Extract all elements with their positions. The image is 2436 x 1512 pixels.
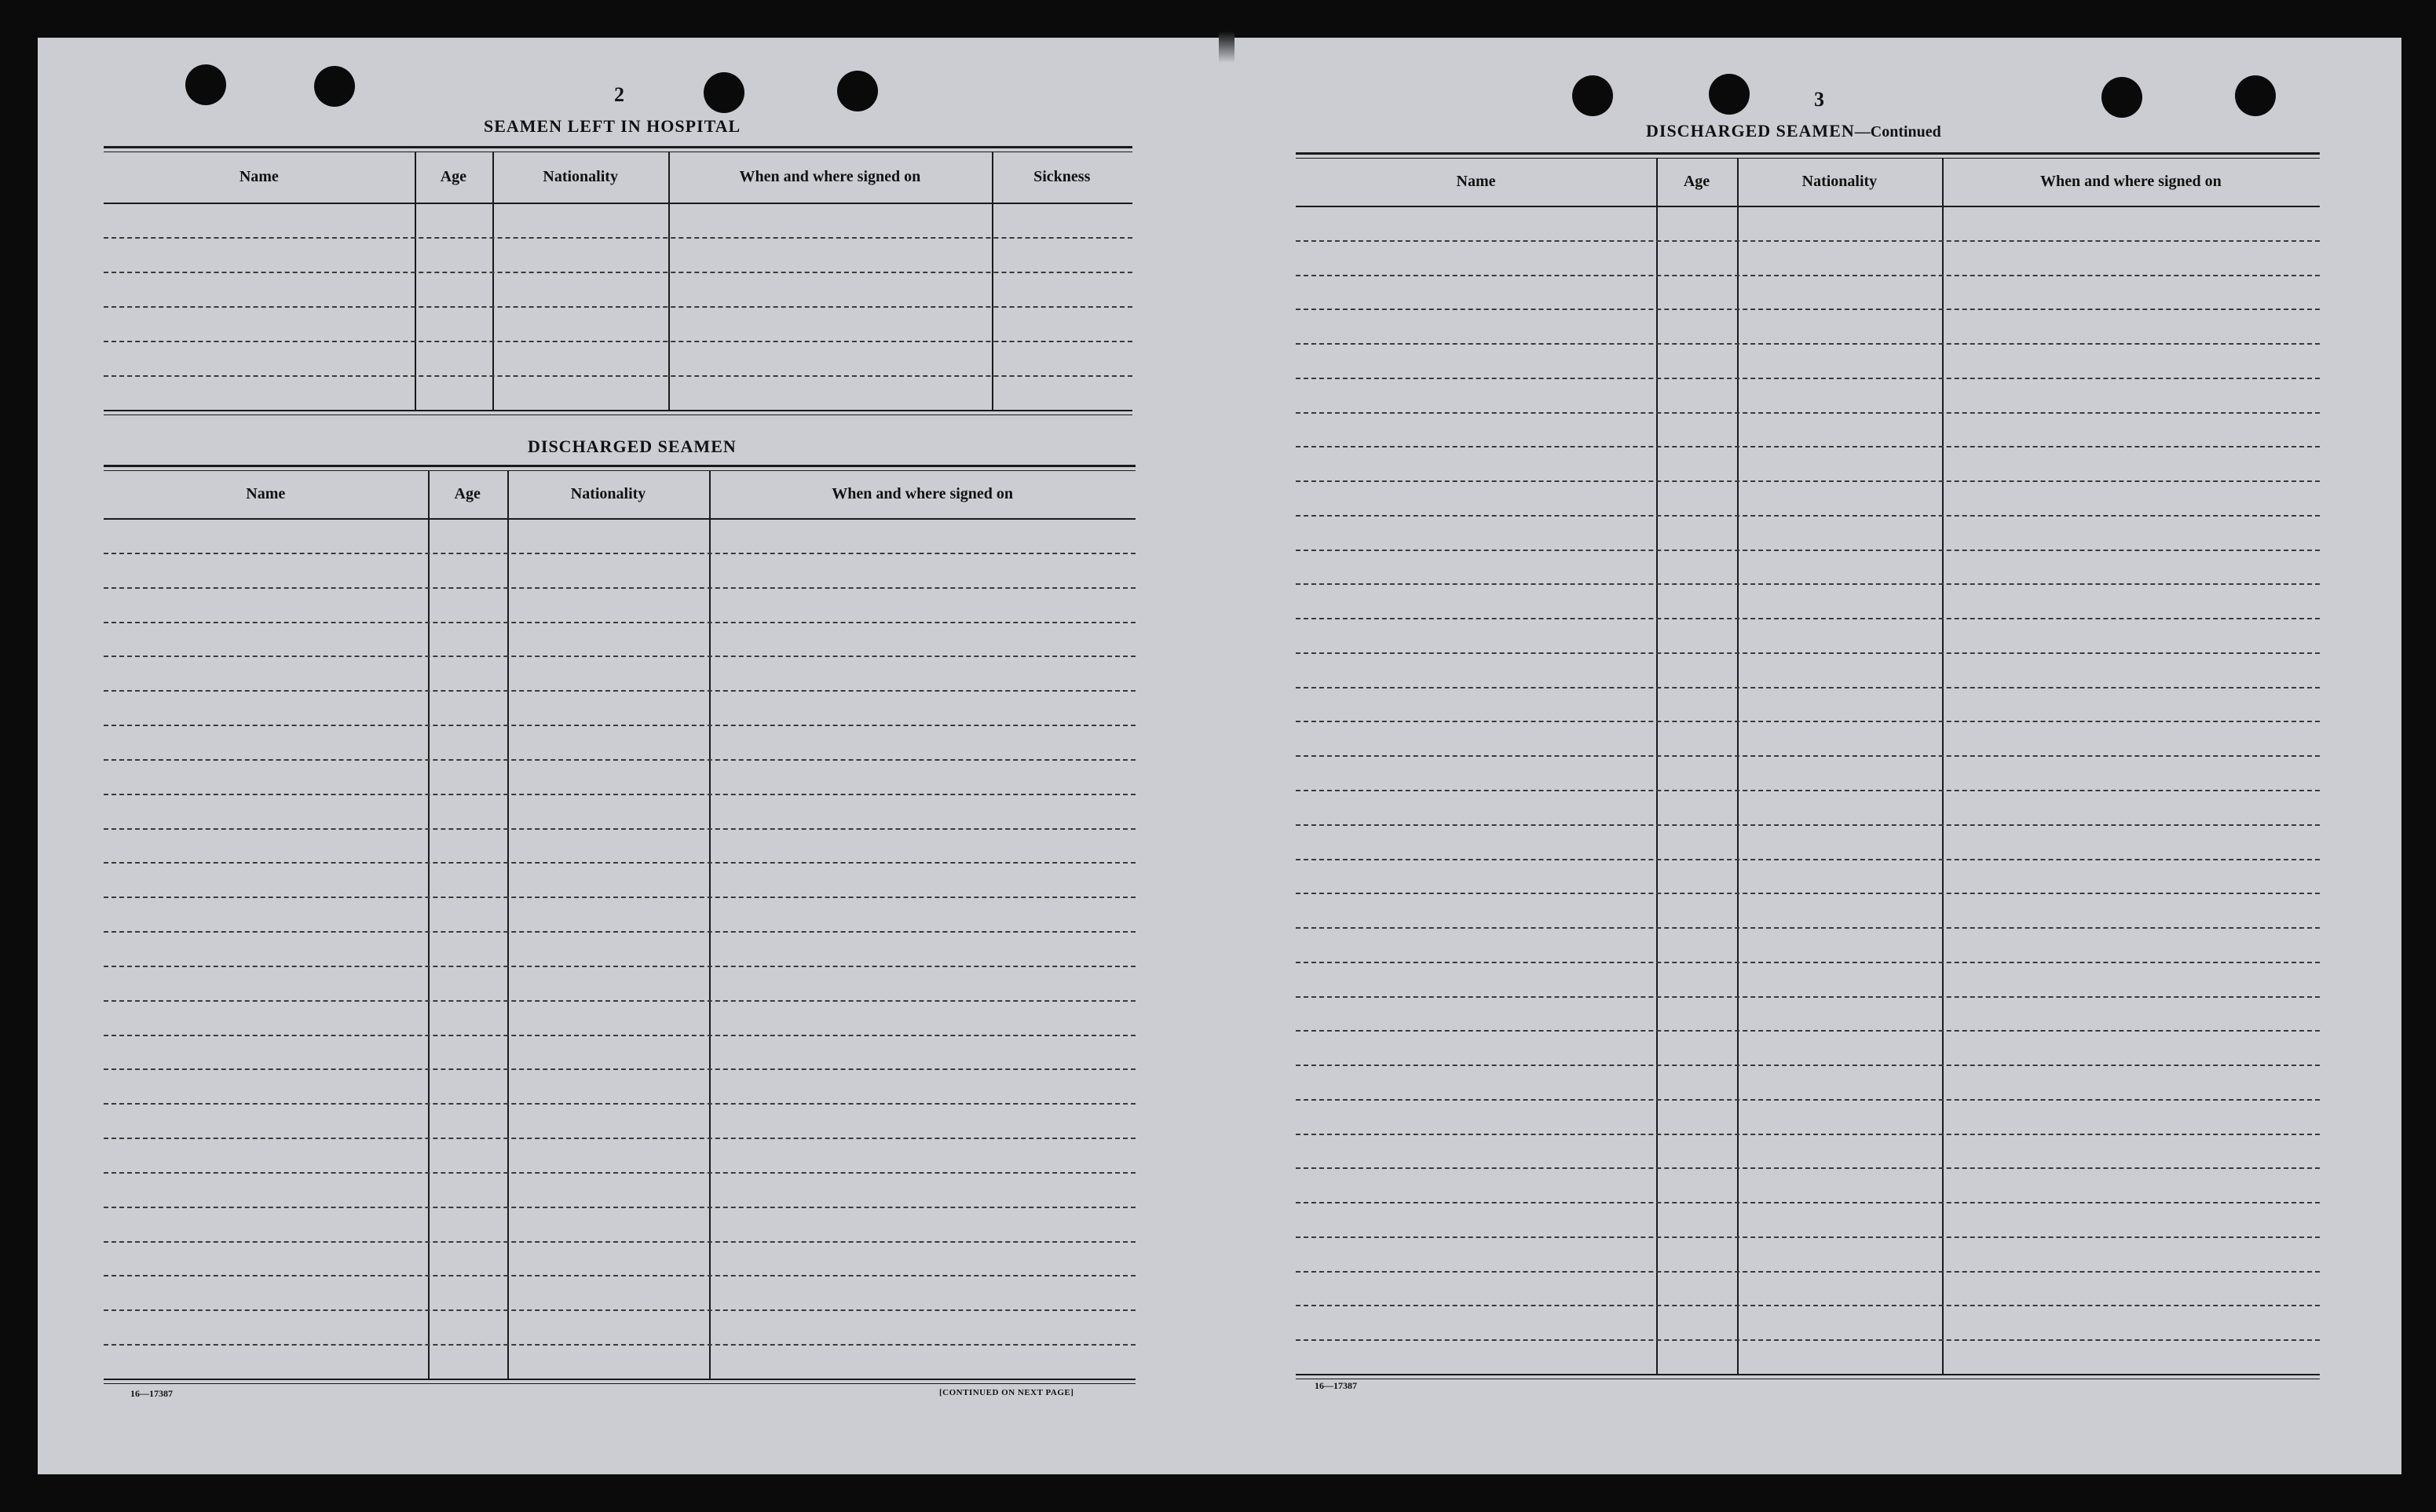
table-row bbox=[104, 794, 1136, 795]
discharged-continued-title-main: DISCHARGED SEAMEN bbox=[1646, 121, 1855, 141]
column-header: Sickness bbox=[1033, 168, 1091, 185]
table-row bbox=[1296, 275, 2320, 276]
table-row bbox=[1296, 687, 2320, 688]
table-row bbox=[104, 622, 1136, 623]
table-row bbox=[104, 237, 1132, 239]
table-row bbox=[1296, 1236, 2320, 1238]
punch-hole bbox=[1709, 74, 1750, 115]
table-row bbox=[104, 306, 1132, 308]
table-row bbox=[1296, 996, 2320, 998]
table-row bbox=[1296, 1339, 2320, 1341]
table-top-rule bbox=[104, 465, 1136, 467]
column-header: Nationality bbox=[1801, 173, 1878, 190]
table-row bbox=[1296, 618, 2320, 619]
continued-note: [CONTINUED ON NEXT PAGE] bbox=[939, 1388, 1074, 1397]
table-top-rule bbox=[1296, 152, 2320, 155]
discharged-continued-title-suffix: —Continued bbox=[1854, 123, 1941, 141]
column-divider bbox=[992, 152, 993, 410]
column-header: When and where signed on bbox=[739, 168, 921, 185]
table-row bbox=[104, 272, 1132, 273]
table-top-rule-thin bbox=[104, 470, 1136, 471]
hospital-table bbox=[104, 146, 1132, 415]
table-row bbox=[104, 375, 1132, 377]
table-row bbox=[1296, 893, 2320, 894]
table-header-rule bbox=[104, 203, 1132, 204]
table-row bbox=[104, 1207, 1136, 1208]
table-row bbox=[1296, 1030, 2320, 1032]
table-row bbox=[1296, 309, 2320, 310]
table-row bbox=[104, 1035, 1136, 1036]
table-bottom-rule bbox=[104, 1379, 1136, 1380]
table-row bbox=[1296, 1099, 2320, 1101]
table-row bbox=[104, 1000, 1136, 1002]
table-header-rule bbox=[104, 518, 1136, 520]
left-footer-code: 16—17387 bbox=[130, 1388, 173, 1399]
discharged-continued-table bbox=[1296, 152, 2320, 1379]
column-divider bbox=[668, 152, 670, 410]
table-row bbox=[1296, 859, 2320, 860]
table-row bbox=[1296, 583, 2320, 585]
discharged-continued-title bbox=[1646, 121, 1941, 141]
table-row bbox=[1296, 652, 2320, 654]
column-header: Name bbox=[1456, 173, 1496, 190]
column-header: Age bbox=[454, 485, 481, 502]
table-row bbox=[1296, 927, 2320, 929]
discharged-section-title: DISCHARGED SEAMEN bbox=[528, 436, 737, 456]
column-header: Nationality bbox=[543, 168, 618, 185]
table-row bbox=[1296, 240, 2320, 242]
table-row bbox=[1296, 1167, 2320, 1169]
right-page-number: 3 bbox=[1814, 88, 1824, 111]
column-header: When and where signed on bbox=[2040, 173, 2222, 190]
punch-hole bbox=[185, 64, 226, 105]
punch-hole bbox=[2101, 77, 2142, 118]
table-row bbox=[104, 1103, 1136, 1105]
punch-hole bbox=[1572, 75, 1613, 116]
punch-hole bbox=[837, 71, 878, 111]
table-row bbox=[104, 1068, 1136, 1070]
table-row bbox=[104, 341, 1132, 342]
table-row bbox=[1296, 721, 2320, 722]
table-top-rule-thin bbox=[1296, 158, 2320, 159]
table-row bbox=[1296, 1134, 2320, 1135]
table-row bbox=[104, 1241, 1136, 1243]
table-row bbox=[104, 656, 1136, 657]
table-row bbox=[104, 862, 1136, 864]
table-row bbox=[1296, 790, 2320, 791]
table-row bbox=[1296, 962, 2320, 963]
table-bottom-rule-thin bbox=[104, 1383, 1136, 1384]
table-row bbox=[1296, 343, 2320, 345]
punch-hole bbox=[314, 66, 355, 107]
discharged-table bbox=[104, 465, 1136, 1383]
left-page-number: 2 bbox=[614, 83, 624, 106]
right-footer-code: 16—17387 bbox=[1315, 1380, 1357, 1391]
column-header: Nationality bbox=[570, 485, 646, 502]
table-row bbox=[104, 553, 1136, 554]
column-divider bbox=[415, 152, 416, 410]
table-row bbox=[1296, 824, 2320, 826]
column-header: Name bbox=[246, 485, 286, 502]
table-row bbox=[1296, 378, 2320, 379]
table-bottom-rule bbox=[1296, 1374, 2320, 1375]
table-row bbox=[104, 1309, 1136, 1311]
table-row bbox=[1296, 1305, 2320, 1306]
table-row bbox=[104, 828, 1136, 830]
table-row bbox=[104, 897, 1136, 898]
table-top-rule bbox=[104, 146, 1132, 148]
column-header: When and where signed on bbox=[832, 485, 1014, 502]
table-row bbox=[1296, 755, 2320, 757]
table-row bbox=[104, 931, 1136, 933]
column-divider bbox=[492, 152, 494, 410]
table-row bbox=[104, 1275, 1136, 1276]
table-bottom-rule bbox=[104, 410, 1132, 411]
column-header: Age bbox=[1683, 173, 1710, 190]
page-fold-shadow bbox=[1219, 31, 1234, 63]
table-row bbox=[104, 587, 1136, 589]
table-row bbox=[1296, 480, 2320, 482]
column-divider bbox=[1737, 159, 1739, 1374]
table-row bbox=[1296, 515, 2320, 517]
table-row bbox=[104, 1172, 1136, 1174]
table-row bbox=[1296, 1202, 2320, 1203]
punch-hole bbox=[2235, 75, 2276, 116]
table-row bbox=[1296, 1271, 2320, 1273]
column-header: Name bbox=[239, 168, 279, 185]
table-row bbox=[1296, 1065, 2320, 1066]
table-row bbox=[104, 1138, 1136, 1139]
table-row bbox=[104, 759, 1136, 761]
table-row bbox=[104, 1344, 1136, 1346]
column-header: Age bbox=[440, 168, 467, 185]
column-divider bbox=[1942, 159, 1944, 1374]
table-header-rule bbox=[1296, 206, 2320, 207]
table-row bbox=[1296, 550, 2320, 551]
hospital-section-title: SEAMEN LEFT IN HOSPITAL bbox=[484, 116, 741, 136]
table-row bbox=[1296, 446, 2320, 447]
table-row bbox=[104, 690, 1136, 692]
table-row bbox=[104, 966, 1136, 967]
punch-hole bbox=[704, 72, 744, 113]
table-row bbox=[1296, 412, 2320, 414]
column-divider bbox=[1656, 159, 1658, 1374]
table-row bbox=[104, 725, 1136, 726]
